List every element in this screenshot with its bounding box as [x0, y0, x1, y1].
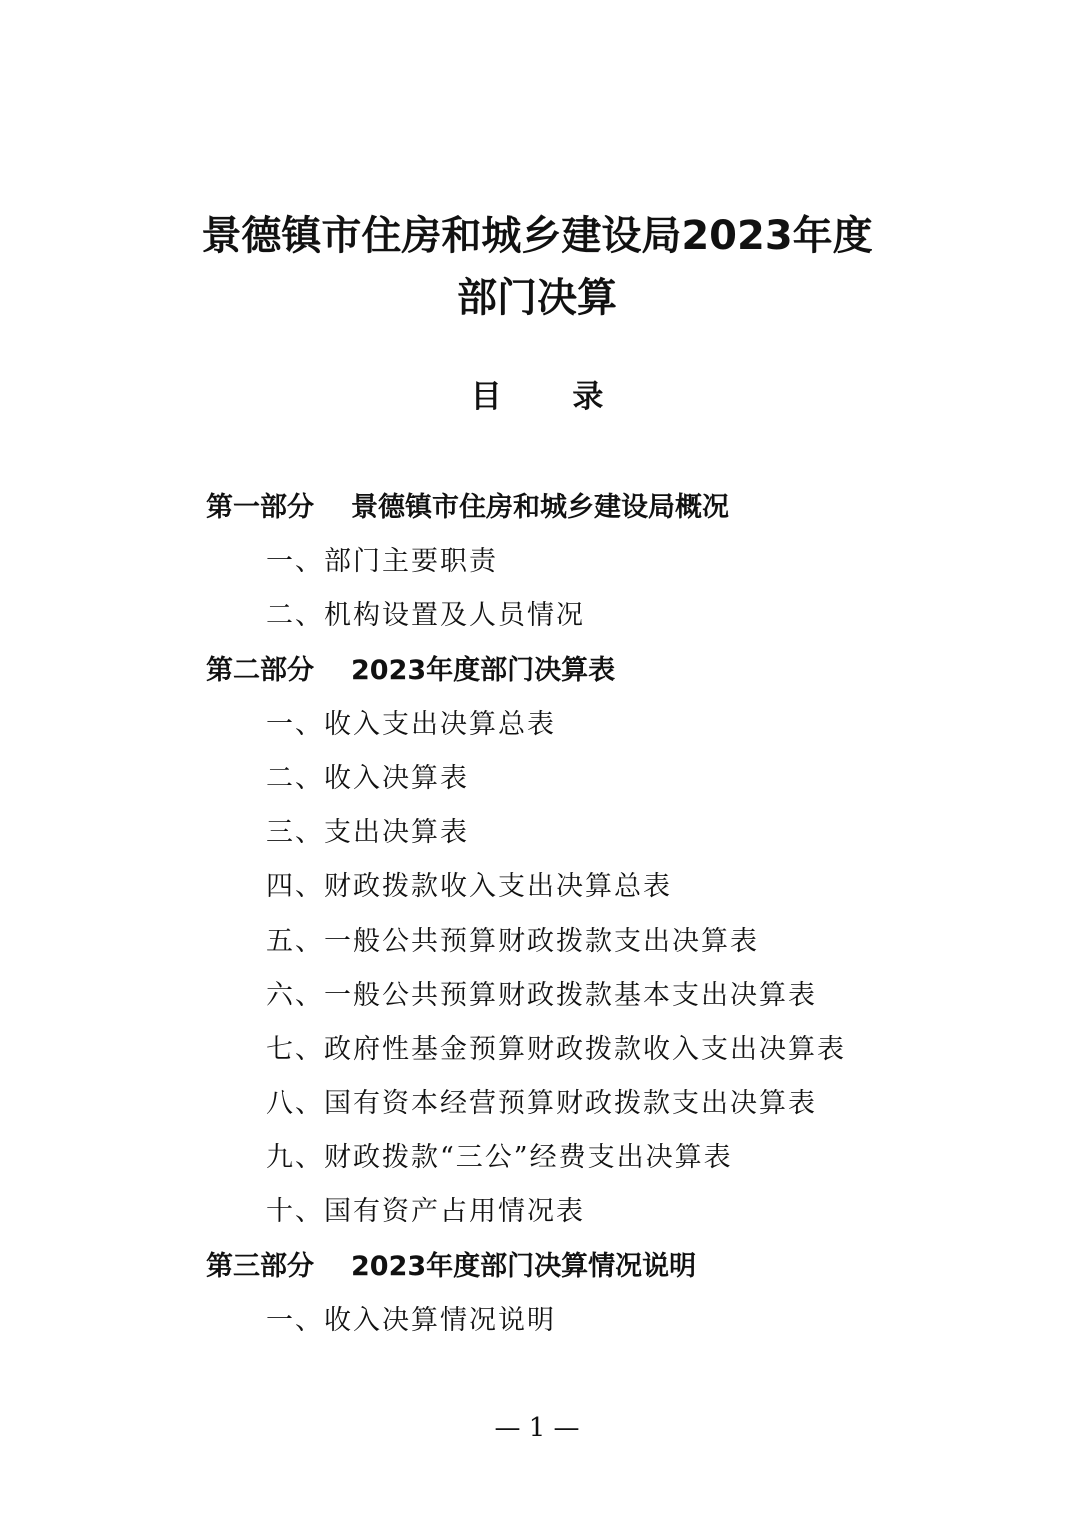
toc-part-2 [206, 644, 966, 698]
toc-item: 二、收入决算表 [266, 762, 469, 794]
toc-item: 五、一般公共预算财政拨款支出决算表 [266, 925, 759, 957]
toc-item: 一、收入支出决算总表 [266, 708, 556, 740]
toc-part-1-title: 景德镇市住房和城乡建设局概况 [351, 492, 729, 523]
document-title [0, 205, 1074, 329]
toc-item: 八、国有资本经营预算财政拨款支出决算表 [266, 1088, 817, 1120]
toc-item: 十、国有资产占用情况表 [266, 1196, 585, 1228]
toc-part-2-number: 第二部分 [206, 654, 314, 686]
title-line-2: 部门决算 [457, 275, 617, 321]
toc-part-2-title: 2023年度部门决算表 [351, 654, 616, 686]
table-of-contents [206, 481, 966, 1348]
toc-part-3-number: 第三部分 [206, 1250, 314, 1282]
toc-item: 九、财政拨款“三公”经费支出决算表 [266, 1142, 733, 1174]
toc-heading: 目 录 [470, 379, 604, 415]
toc-item: 七、政府性基金预算财政拨款收入支出决算表 [266, 1033, 846, 1065]
toc-part-3-title: 2023年度部门决算情况说明 [351, 1250, 697, 1282]
toc-item: 一、收入决算情况说明 [266, 1304, 556, 1336]
page-number: — 1 — [494, 1413, 580, 1443]
toc-part-3 [206, 1240, 966, 1294]
toc-part-1 [206, 481, 966, 535]
toc-item: 三、支出决算表 [266, 817, 469, 849]
toc-item: 四、财政拨款收入支出决算总表 [266, 871, 672, 903]
toc-item: 六、一般公共预算财政拨款基本支出决算表 [266, 979, 817, 1011]
toc-item: 一、部门主要职责 [266, 546, 498, 578]
toc-part-1-number: 第一部分 [206, 492, 314, 523]
title-line-1: 景德镇市住房和城乡建设局2023年度 [201, 213, 873, 259]
toc-item: 二、机构设置及人员情况 [266, 600, 585, 632]
